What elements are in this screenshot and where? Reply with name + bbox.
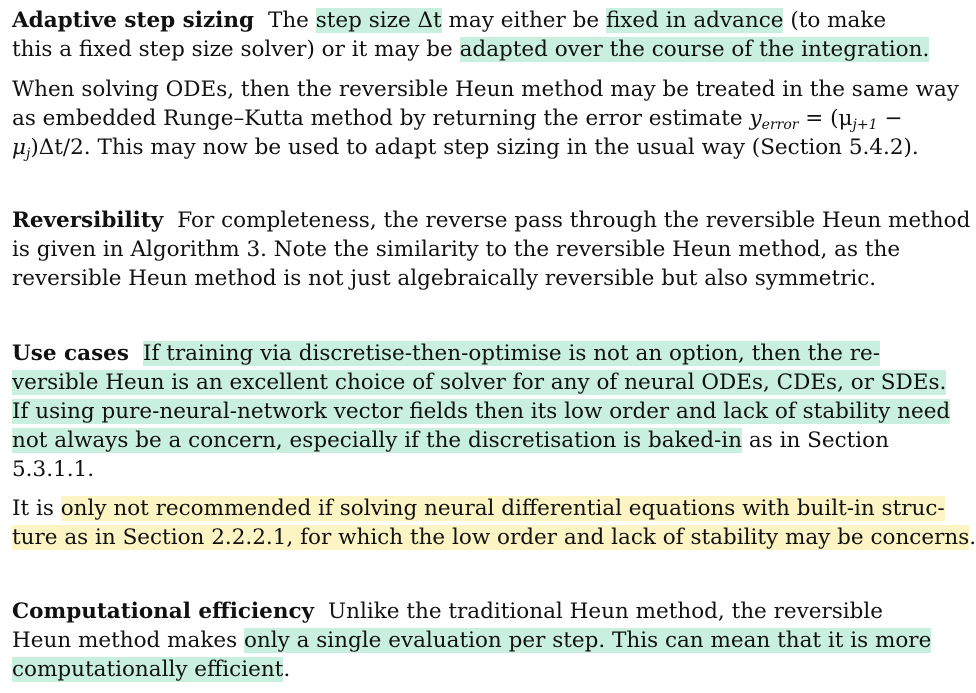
- text-line: [12, 235, 901, 264]
- text-line: [12, 655, 880, 684]
- text-run: is given in Algorithm 3. Note the similarity to the reversible Heun method, as the: [12, 237, 901, 262]
- highlight-yellow: ture as in Section 2.2.2.1, for which the low order and lack of stability may be concerns: [12, 525, 970, 550]
- section-heading-reversibility: Reversibility: [12, 208, 164, 233]
- text-line: [12, 75, 959, 104]
- text-run: .: [969, 525, 976, 550]
- text-line: [12, 597, 884, 626]
- text-line: [12, 426, 889, 455]
- text-line: [12, 397, 951, 426]
- highlight-green: versible Heun is an excellent choice of solver for any of neural ODEs, CDEs, or SDEs.: [12, 370, 947, 395]
- text-line: [12, 455, 880, 484]
- text-run: as in Section: [742, 428, 889, 453]
- highlight-green: fixed in advance: [605, 8, 784, 33]
- math-subscript: j: [25, 146, 31, 162]
- efficiency-paragraph: [12, 597, 932, 684]
- highlight-green: not always be a concern, especially if the discretisation is baked-in: [12, 428, 743, 453]
- text-run: The: [267, 8, 316, 33]
- text-line: [12, 133, 919, 162]
- text-line: [12, 368, 947, 397]
- adaptive-ode-paragraph: [12, 75, 959, 162]
- text-run: this a fixed step size solver) or it may be: [12, 37, 460, 62]
- text-run: It is: [12, 496, 61, 521]
- text-run: −: [877, 106, 903, 131]
- section-heading-use-cases: Use cases: [12, 341, 129, 366]
- text-line: [12, 104, 903, 133]
- text-run: For completeness, the reverse pass through the reversible Heun method: [177, 208, 971, 233]
- use-cases-paragraph: [12, 339, 951, 484]
- highlight-green: If using pure-neural-network vector fields then its low order and lack of stability need: [12, 399, 951, 424]
- text-run: When solving ODEs, then the reversible Heun method may be treated in the same way: [12, 77, 959, 102]
- text-run: 5.3.1.1.: [12, 457, 95, 482]
- text-line: [12, 626, 932, 655]
- math-subscript: error: [761, 117, 799, 133]
- section-heading-adaptive: Adaptive step sizing: [12, 8, 254, 33]
- text-line: [12, 206, 971, 235]
- text-run: Heun method makes: [12, 628, 244, 653]
- math-subscript: j+1: [852, 117, 878, 133]
- highlight-green: only a single evaluation per step. This can mean that it is more: [243, 628, 932, 653]
- math-y: y: [749, 106, 762, 131]
- text-line: [12, 523, 976, 552]
- text-line: [12, 494, 945, 523]
- text-run: as embedded Runge–Kutta method by returning the error estimate: [12, 106, 750, 131]
- text-run: .: [283, 657, 291, 682]
- text-run: Unlike the traditional Heun method, the reversible: [328, 599, 884, 624]
- text-line: [12, 35, 930, 64]
- text-run: reversible Heun method is not just algebraically reversible but also symmetric.: [12, 266, 877, 291]
- highlight-green: step size Δt: [315, 8, 442, 33]
- use-cases-recommendation-paragraph: [12, 494, 976, 552]
- highlight-yellow: only not recommended if solving neural differential equations with built-in struc-: [60, 496, 945, 521]
- text-line: [12, 6, 887, 35]
- text-run: = (μ: [798, 106, 853, 131]
- text-run: (to make: [783, 8, 887, 33]
- adaptive-step-sizing-paragraph: [12, 6, 930, 64]
- text-run: )Δt/2. This may now be used to adapt step sizing in the usual way (Section 5.4.2).: [30, 135, 919, 160]
- highlight-green: .: [922, 37, 930, 62]
- highlight-green: adapted over the course of the integration: [459, 37, 923, 62]
- highlight-green: If training via discretise-then-optimise is not an option, then the re-: [142, 341, 880, 366]
- math-mu: μ: [12, 135, 26, 160]
- section-heading-efficiency: Computational efficiency: [12, 599, 315, 624]
- text-line: [12, 264, 880, 293]
- highlight-green: computationally efficient: [12, 657, 284, 682]
- text-line: [12, 339, 880, 368]
- text-run: may either be: [441, 8, 606, 33]
- reversibility-paragraph: [12, 206, 971, 293]
